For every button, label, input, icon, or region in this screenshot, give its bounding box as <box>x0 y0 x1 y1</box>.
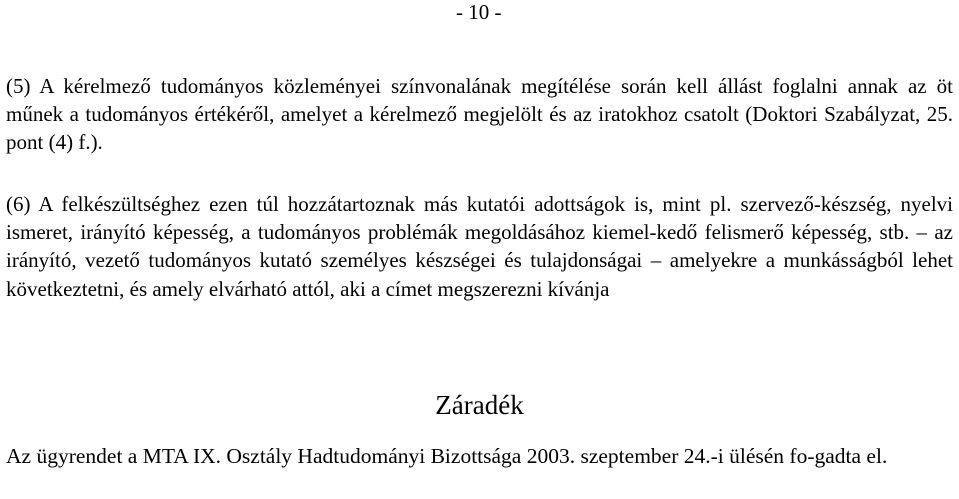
clause-text: Az ügyrendet a MTA IX. Osztály Hadtudományi Bizottsága 2003. szeptember 24.-i ülésén fo-gadta el. <box>6 444 888 468</box>
section-title: Záradék <box>435 390 524 420</box>
page-number: - 10 - <box>456 0 502 24</box>
paragraph-5: (5) A kérelmező tudományos közleményei színvonalának megítélése során kell állást foglalni annak az öt műnek a tudományos értékéről, amelyet a kérelmező megjelölt és az iratokhoz csatolt (Doktori Szabályzat, 25. pont (4) f.). <box>6 74 953 155</box>
paragraph-6: (6) A felkészültséghez ezen túl hozzátartoznak más kutatói adottságok is, mint pl. szervező-készség, nyelvi ismeret, irányító képesség, a tudományos problémák megoldásához kiemel-kedő felismerő képesség, stb. – az irányító, vezető tudományos kutató személyes készségei és tulajdonságai – amelyekre a munkásságból lehet következtetni, és amely elvárható attól, aki a címet megszerezni kívánja <box>6 192 953 301</box>
